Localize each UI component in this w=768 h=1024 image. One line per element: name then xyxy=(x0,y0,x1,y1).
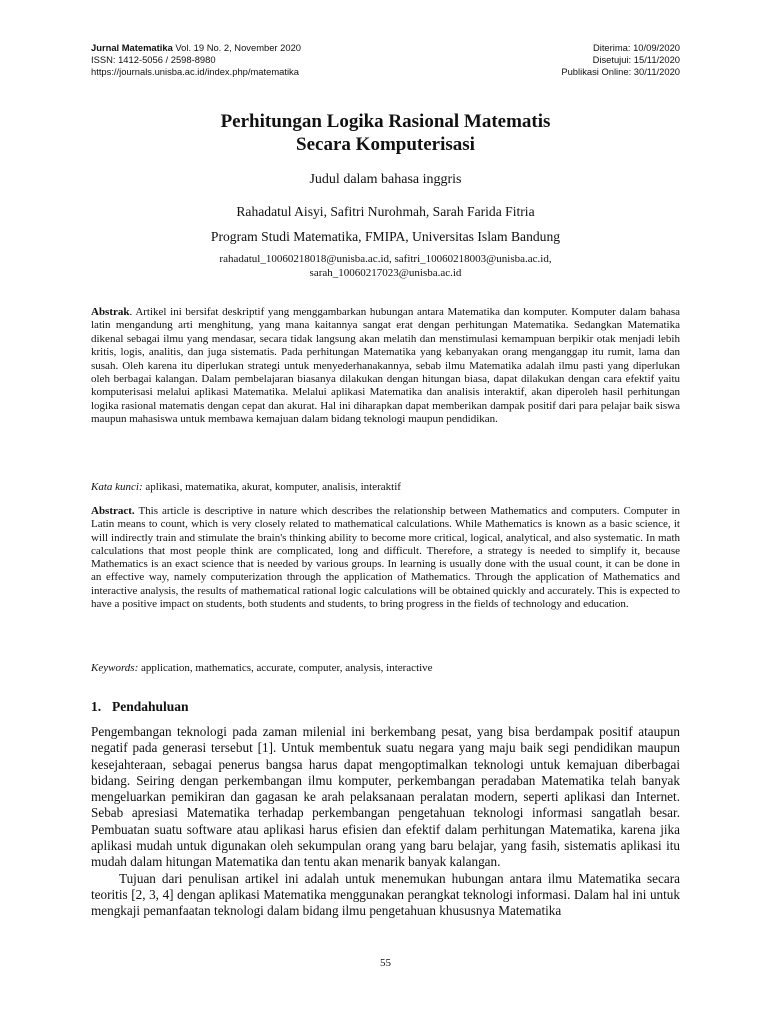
page-number: 55 xyxy=(380,957,391,969)
journal-issue: Vol. 19 No. 2, November 2020 xyxy=(172,42,302,53)
abstract-en-label: Abstract. xyxy=(91,505,135,517)
abstract-text: . Artikel ini bersifat deskriptif yang menggambarkan hubungan antara Matematika dan komputer. Komputer dalam bahasa latin mengandung arti menghitung, yang mana kaitannya sangat erat dengan perhitungan Matematika. Sedangkan Matematika dikenal sebagai ilmu yang mendasar, secara tidak langsung akan melatih dan menstimulasi kemampuan berpikir otak menjadi lebih kritis, logis, analitis, dan juga sistematis. Pada perhitungan Matematika yang kebanyakan orang menganggap itu rumit, lama dan susah. Oleh karena itu diperlukan strategi untuk menyederhanakannya, sebab ilmu Matematika adalah ilmu pasti yang diperlukan oleh berbagai kalangan. Dalam pembelajaran biasanya dilakukan dengan hitungan biasa, dapat dilakukan dengan cara efektif yaitu komputerisasi melalui aplikasi Matematika. Melalui aplikasi Matematika dan analisis interaktif, akan diperoleh hasil perhitungan logika rasional matematis dengan cepat dan akurat. Hal ini diharapkan dapat memberikan dampak positif dari para pelajar baik siswa maupun mahasiswa untuk membawa kemajuan dalam bidang teknologi maupun pendidikan. xyxy=(91,306,680,426)
journal-url: https://journals.unisba.ac.id/index.php/matematika xyxy=(91,66,299,77)
accepted-date: Disetujui: 15/11/2020 xyxy=(592,54,680,65)
affiliation: Program Studi Matematika, FMIPA, Universitas Islam Bandung xyxy=(210,229,561,244)
abstract-english xyxy=(91,505,680,611)
keywords-english xyxy=(91,662,680,675)
emails-line-2: sarah_10060217023@unisba.ac.id xyxy=(309,267,462,279)
paper-title xyxy=(91,110,680,156)
keywords-label: Kata kunci: xyxy=(91,481,143,493)
author-emails xyxy=(91,252,680,280)
keywords-indonesian xyxy=(91,481,680,494)
keywords-text: aplikasi, matematika, akurat, komputer, analisis, interaktif xyxy=(142,481,401,493)
paragraph-2: Tujuan dari penulisan artikel ini adalah untuk menemukan hubungan antara ilmu Matematika secara teoritis [2, 3, 4] dengan aplikasi Matematika menggunakan perangkat teknologi informasi. Dalam hal ini untuk mengkaji pemanfaatan teknologi dalam bidang ilmu pengetahuan khususnya Matematika xyxy=(91,870,680,919)
publication-dates xyxy=(561,42,680,78)
published-date: Publikasi Online: 30/11/2020 xyxy=(561,66,680,77)
section-number: 1. xyxy=(91,699,102,714)
abstract-indonesian xyxy=(91,306,680,427)
abstract-en-text: This article is descriptive in nature which describes the relationship between Mathematics and computers. Computer in Latin means to count, which is very closely related to mathematical calculations. While Mathematics is known as a basic science, it will indirectly train and stimulate the brain's thinking ability to become more critical, logical, analytical, and also systematic. In math calculations that most people think are complicated, long and difficult. Therefore, a strategy is needed to simplify it, because Mathematics is an exact science that is needed by various groups. In learning is usually done with the usual count, it can be done in an effective way, namely computerization through the application of Mathematics. Through the application of Mathematics and interactive analysis, the results of mathematical rational logic calculations will be obtained quickly and accurately. This is expected to have a positive impact on students, both students and students, to bring progress in the fields of technology and education. xyxy=(91,505,680,611)
title-line-1: Perhitungan Logika Rasional Matematis xyxy=(220,111,551,132)
section-heading xyxy=(91,699,680,715)
section-title: Pendahuluan xyxy=(112,699,189,714)
title-line-2: Secara Komputerisasi xyxy=(296,134,475,155)
keywords-en-text: application, mathematics, accurate, computer, analysis, interactive xyxy=(138,662,433,674)
emails-line-1: rahadatul_10060218018@unisba.ac.id, safitri_10060218003@unisba.ac.id, xyxy=(219,253,552,265)
authors: Rahadatul Aisyi, Safitri Nurohmah, Sarah Farida Fitria xyxy=(236,204,535,219)
english-title: Judul dalam bahasa inggris xyxy=(309,172,462,187)
journal-name: Jurnal Matematika xyxy=(91,42,173,53)
journal-info xyxy=(91,42,301,78)
keywords-en-label: Keywords: xyxy=(91,662,139,674)
paragraph-1: Pengembangan teknologi pada zaman milenial ini berkembang pesat, yang bisa berdampak positif ataupun negatif pada generasi tersebut [1]. Untuk membentuk suatu negara yang maju baik segi pendidikan maupun kesejahteraan, sebagai penerus bangsa harus dapat mengoptimalkan teknologi untuk kemajuan diberbagai bidang. Seiring dengan perkembangan ilmu komputer, perkembangan peradaban Matematika telah banyak mengeluarkan pemikiran dan gagasan ke arah pelaksanaan peralatan modern, seperti aplikasi dan Internet. Sebab apresiasi Matematika terhadap perkembangan pengetahuan teknologi informasi sangatlah besar. Pembuatan suatu software atau aplikasi harus efisien dan efektif dalam perhitungan Matematika, karena jika aplikasi mudah untuk digunakan oleh sekumpulan orang yang baru belajar, yang fasih, sistematis aplikasi itu mudah dalam hitungan Matematika dan tentu akan menarik banyak kalangan. xyxy=(91,724,680,870)
received-date: Diterima: 10/09/2020 xyxy=(592,42,680,53)
issn: ISSN: 1412-5056 / 2598-8980 xyxy=(91,54,216,65)
abstract-label: Abstrak xyxy=(91,306,130,318)
body-text xyxy=(91,724,680,920)
